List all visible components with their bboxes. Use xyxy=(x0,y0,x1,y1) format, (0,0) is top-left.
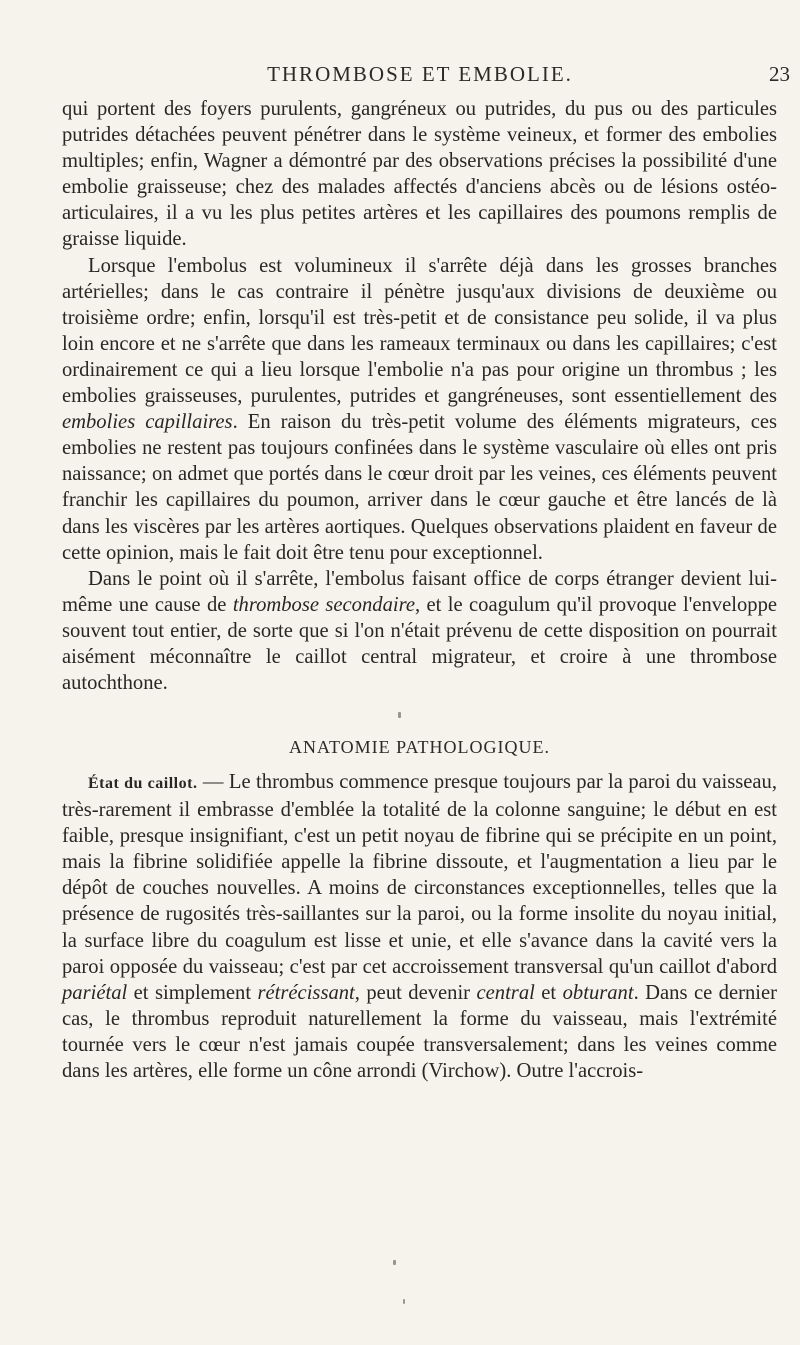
running-title: THROMBOSE ET EMBOLIE. xyxy=(267,62,573,86)
section-text xyxy=(62,769,777,1084)
section-text-5: . Dans ce dernier cas, le thrombus reproduit naturellement la forme du vaisseau, mais l'extrémité tournée vers le cœur n'est jamais coupée transversalement; dans les veines comme dans les artères, elle forme un cône arrondi (Virchow). Outre l'accrois- xyxy=(62,981,777,1083)
section-text-1: — Le thrombus commence presque toujours par la paroi du vaisseau, très-rarement il embrasse d'emblée la totalité de la colonne sanguine; le début en est faible, presque insignifiant, c'est un petit noyau de fibrine qui se précipite en un point, mais la fibrine solidifiée appelle la fibrine dissoute, et l'augmentation a lieu par le dépôt de couches nouvelles. A moins de circonstances exceptionnelles, telles que la présence de rugosités très-saillantes sur la paroi, ou la forme insolite du noyau initial, la surface libre du coagulum est lisse et unie, et elle s'avance dans la cavité vers la paroi opposée du vaisseau; c'est par cet accroissement transversal qu'un caillot d'abord xyxy=(62,771,777,978)
run-in-heading: État du caillot. xyxy=(88,775,198,792)
section-emphasis-2: rétrécissant xyxy=(257,981,355,1004)
paragraph-2-start: Lorsque l'embolus est volumineux il s'arrête déjà dans les grosses branches artérielles; dans le cas contraire il pénètre jusqu'aux divisions de deuxième ou troisième ordre; enfin, lorsqu'il est très-petit et de consistance peu solide, il va plus loin encore et ne s'arrête que dans les rameaux terminaux ou dans les capillaires; c'est ordinairement ce qui a lieu lorsque l'embolie n'a pas pour origine un thrombus ; les embolies graisseuses, purulentes, putrides et gangréneuses, sont essentiellement des xyxy=(62,254,777,408)
section-heading: ANATOMIE PATHOLOGIQUE. xyxy=(288,737,550,757)
print-speck xyxy=(393,1260,396,1265)
paragraph-3-end: , et le coagulum qu'il provoque l'enveloppe souvent tout entier, de sorte que si l'on n'était prévenu de cette disposition on pourrait aisément méconnaître le caillot central migrateur, et croire à une thrombose autochthone. xyxy=(62,593,778,695)
paragraph-3 xyxy=(62,566,777,696)
paragraph-3-emphasis: thrombose secondaire xyxy=(232,593,415,616)
body-text xyxy=(62,96,777,696)
section-emphasis-3: central xyxy=(476,981,535,1004)
paragraph-2-emphasis: embolies capillaires xyxy=(62,411,233,434)
paragraph-3-start: Dans le point où il s'arrête, l'embolus faisant office de corps étranger devient lui-même une cause de xyxy=(62,567,777,616)
print-speck xyxy=(403,1299,405,1304)
section-text-2: et simplement xyxy=(133,981,252,1004)
paragraph-2-end: . En raison du très-petit volume des éléments migrateurs, ces embolies ne restent pas toujours confinées dans le système vasculaire où elles ont pris naissance; on admet que portés dans le cœur droit par les veines, ces éléments peuvent franchir les capillaires du poumon, arriver dans le cœur gauche et être lancés de là dans les viscères par les artères aortiques. Quelques observations plaident en faveur de cette opinion, mais le fait doit être tenu pour exceptionnel. xyxy=(62,411,777,564)
page-number: 23 xyxy=(769,62,790,86)
print-speck xyxy=(398,712,401,718)
paragraph-1: qui portent des foyers purulents, gangréneux ou putrides, du pus ou des particules putrides détachées peuvent pénétrer dans le système veineux, et former des embolies multiples; enfin, Wagner a démontré par des observations précises la possibilité d'une embolie graisseuse; chez des malades affectés d'anciens abcès ou de lésions ostéo-articulaires, il a vu les plus petites artères et les capillaires des poumons remplis de graisse liquide. xyxy=(62,98,777,251)
section-emphasis-1: pariétal xyxy=(62,981,128,1004)
section-text-4: et xyxy=(541,981,557,1004)
section-paragraph xyxy=(62,769,777,1084)
section-emphasis-4: obturant xyxy=(562,981,634,1004)
section-text-3: , peut devenir xyxy=(354,981,471,1004)
paragraph-2 xyxy=(62,253,777,566)
running-head xyxy=(60,62,800,92)
